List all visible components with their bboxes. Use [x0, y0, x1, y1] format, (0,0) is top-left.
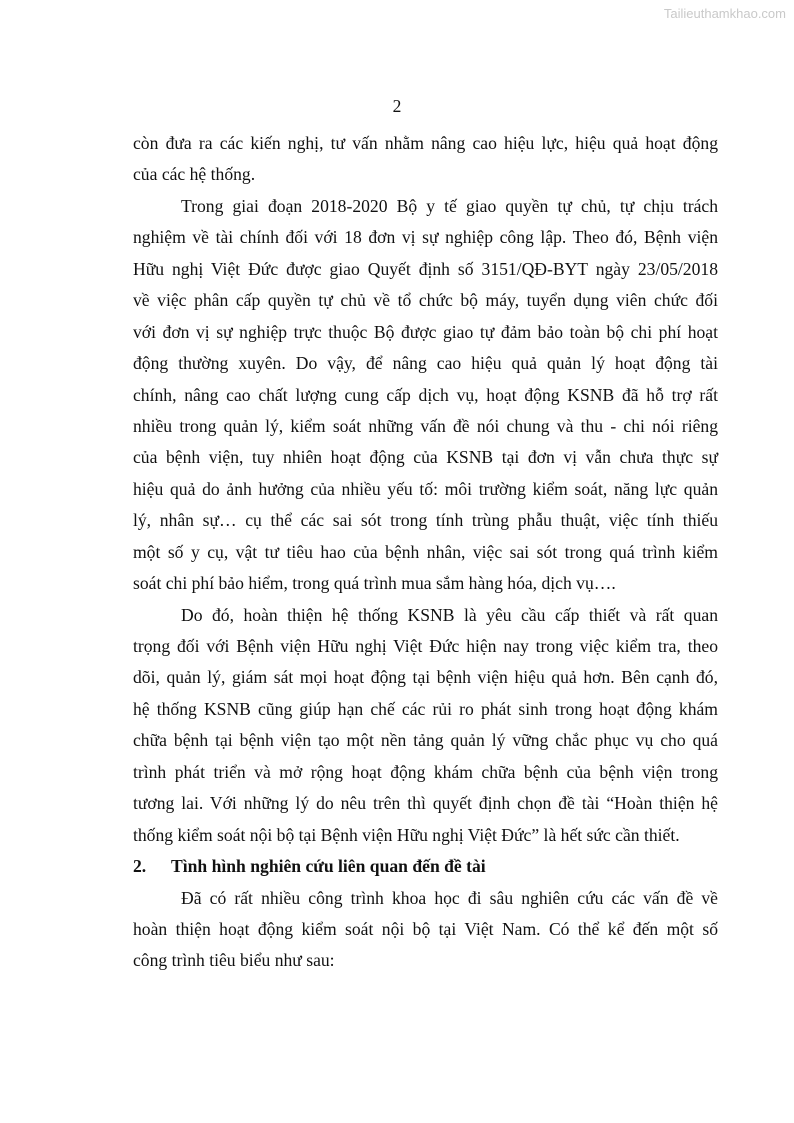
text-line: còn đưa ra các kiến nghị, tư vấn nhằm nâng cao hiệu lực, hiệu quả hoạt động	[133, 133, 718, 153]
text-line: chữa bệnh tại bệnh viện tạo một nền tảng quản lý vững chắc phục vụ cho quá	[133, 730, 718, 751]
section-heading	[133, 851, 718, 882]
section-title: Tình hình nghiên cứu liên quan đến đề tài	[171, 856, 486, 877]
text-line: tương lai. Với những lý do nêu trên thì quyết định chọn đề tài “Hoàn thiện hệ	[133, 793, 718, 814]
text-line: của bệnh viện, tuy nhiên hoạt động của KSNB tại đơn vị vẫn chưa thực sự	[133, 447, 718, 468]
paragraphs-after-heading	[133, 883, 718, 977]
text-line: trình phát triển và mở rộng hoạt động khám chữa bệnh của bệnh viện trong	[133, 761, 718, 782]
text-line: một số y cụ, vật tư tiêu hao của bệnh nhân, việc sai sót trong quá trình kiểm	[133, 541, 718, 562]
paragraph	[133, 191, 718, 600]
text-line: Hữu nghị Việt Đức được giao Quyết định số 3151/QĐ-BYT ngày 23/05/2018	[133, 258, 718, 279]
section-number: 2.	[133, 856, 147, 877]
text-line: Đã có rất nhiều công trình khoa học đi sâu nghiên cứu các vấn đề về	[181, 887, 718, 908]
paragraph	[133, 600, 718, 852]
text-line: soát chi phí bảo hiểm, trong quá trình mua sắm hàng hóa, dịch vụ….	[133, 573, 616, 594]
text-line: công trình tiêu biểu như sau:	[133, 950, 335, 971]
text-line: trọng đối với Bệnh viện Hữu nghị Việt Đức hiện nay trong việc kiểm tra, theo	[133, 636, 718, 656]
text-line: hệ thống KSNB cũng giúp hạn chế các rủi ro phát sinh trong hoạt động khám	[133, 698, 718, 719]
paragraph	[133, 128, 718, 191]
text-line: hoàn thiện hoạt động kiểm soát nội bộ tại Việt Nam. Có thể kể đến một số	[133, 918, 718, 939]
text-line: nghiệm về tài chính đối với 18 đơn vị sự nghiệp công lập. Theo đó, Bệnh viện	[133, 227, 718, 248]
text-line: Trong giai đoạn 2018-2020 Bộ y tế giao quyền tự chủ, tự chịu trách	[181, 195, 718, 216]
text-line: về việc phân cấp quyền tự chủ về tổ chức bộ máy, tuyển dụng viên chức đối	[133, 290, 718, 311]
text-line: hiệu quả do ảnh hưởng của nhiều yếu tố: môi trường kiểm soát, năng lực quản	[133, 478, 718, 499]
text-line: với đơn vị sự nghiệp trực thuộc Bộ được giao tự đảm bảo toàn bộ chi phí hoạt	[133, 321, 718, 342]
text-line: động thường xuyên. Do vậy, để nâng cao hiệu quả quản lý hoạt động tài	[133, 353, 718, 374]
text-line: của các hệ thống.	[133, 164, 256, 185]
paragraphs-before-heading	[133, 128, 718, 851]
text-line: nhiều trong quản lý, kiểm soát những vấn đề nói chung và thu - chi nói riêng	[133, 415, 718, 436]
document-body	[133, 128, 718, 977]
text-line: lý, nhân sự… cụ thể các sai sót trong tính trùng phẫu thuật, việc tính thiếu	[133, 510, 718, 531]
watermark: Tailieuthamkhao.com	[663, 6, 786, 21]
paragraph	[133, 883, 718, 977]
text-line: dõi, quản lý, giám sát mọi hoạt động tại bệnh viện hiệu quả hơn. Bên cạnh đó,	[133, 667, 718, 688]
page-number: 2	[392, 96, 402, 116]
text-line: chính, nâng cao chất lượng cung cấp dịch vụ, hoạt động KSNB đã hỗ trợ rất	[133, 384, 718, 405]
text-line: Do đó, hoàn thiện hệ thống KSNB là yêu cầu cấp thiết và rất quan	[181, 604, 718, 625]
text-line: thống kiểm soát nội bộ tại Bệnh viện Hữu nghị Việt Đức” là hết sức cần thiết.	[133, 824, 680, 845]
